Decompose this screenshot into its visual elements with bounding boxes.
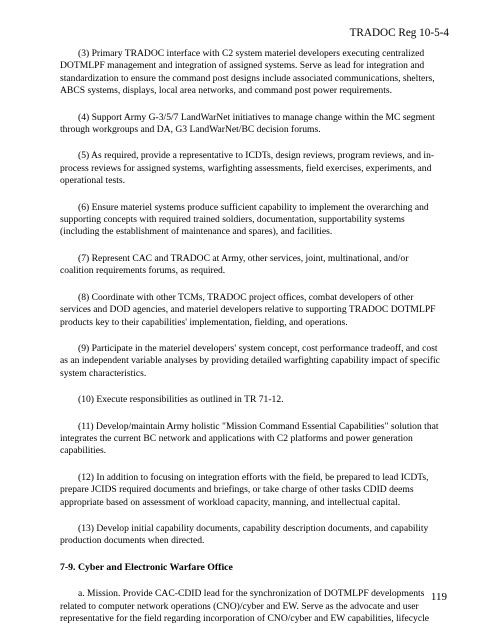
paragraph-9: (9) Participate in the materiel developers' system concept, cost performance tradeoff, and cost as an independent variable analyses by providing detailed warfighting capability impact of specific system characteristics. — [60, 342, 440, 379]
paragraph-13: (13) Develop initial capability documents, capability description documents, and capability production documents when directed. — [60, 522, 429, 547]
paragraph-8: (8) Coordinate with other TCMs, TRADOC project offices, combat developers of other services and DOD agencies, and materiel developers relative to supporting TRADOC DOTMLPF products key to their capabilities' implementation, fielding, and operations. — [60, 291, 436, 328]
running-header: TRADOC Reg 10-5-4 — [349, 27, 449, 39]
paragraph-11: (11) Develop/maintain Army holistic "Mission Command Essential Capabilities" solution that integrates the current BC network and applications with C2 platforms and power generation capabilities. — [60, 420, 439, 457]
document-body — [60, 48, 440, 639]
paragraph-5: (5) As required, provide a representative to ICDTs, design reviews, program reviews, and in-process reviews for assigned systems, warfighting assessments, field exercises, experiments, and operational tests. — [60, 150, 435, 187]
section-heading: 7-9. Cyber and Electronic Warfare Office — [60, 561, 233, 573]
paragraph-4: (4) Support Army G-3/5/7 LandWarNet initiatives to manage change within the MC segment through workgroups and DA, G3 LandWarNet/BC decision forums. — [60, 111, 435, 136]
paragraph-10: (10) Execute responsibilities as outlined in TR 71-12. — [78, 394, 284, 406]
paragraph-7: (7) Represent CAC and TRADOC at Army, other services, joint, multinational, and/or coalition requirements forums, as required. — [60, 252, 409, 277]
paragraph-3: (3) Primary TRADOC interface with C2 system materiel developers executing centralized DOTMLPF management and integration of assigned systems. Serve as lead for integration and standardization to ensure the command post designs include associated communications, shelters, ABCS systems, displays, local area networks, and command post power requirements. — [60, 48, 435, 97]
paragraph-a-mission: a. Mission. Provide CAC-CDID lead for the synchronization of DOTMLPF developments related to computer network operations (CNO)/cyber and EW. Serve as the advocate and user representative for the field regarding incorporation of CNO/cyber and EW capabilities, lifecycle — [60, 588, 430, 624]
page-number: 119 — [430, 591, 447, 603]
paragraph-12: (12) In addition to focusing on integration efforts with the field, be prepared to lead ICDTs, prepare JCIDS required documents and briefings, or take charge of other tasks CDID deems appropriate based on assessment of workload capacity, manning, and intellectual capital. — [60, 471, 429, 508]
paragraph-6: (6) Ensure materiel systems produce sufficient capability to implement the overarching and supporting concepts with required trained soldiers, documentation, supportability systems (including the establishment of maintenance and spares), and facilities. — [60, 201, 429, 238]
